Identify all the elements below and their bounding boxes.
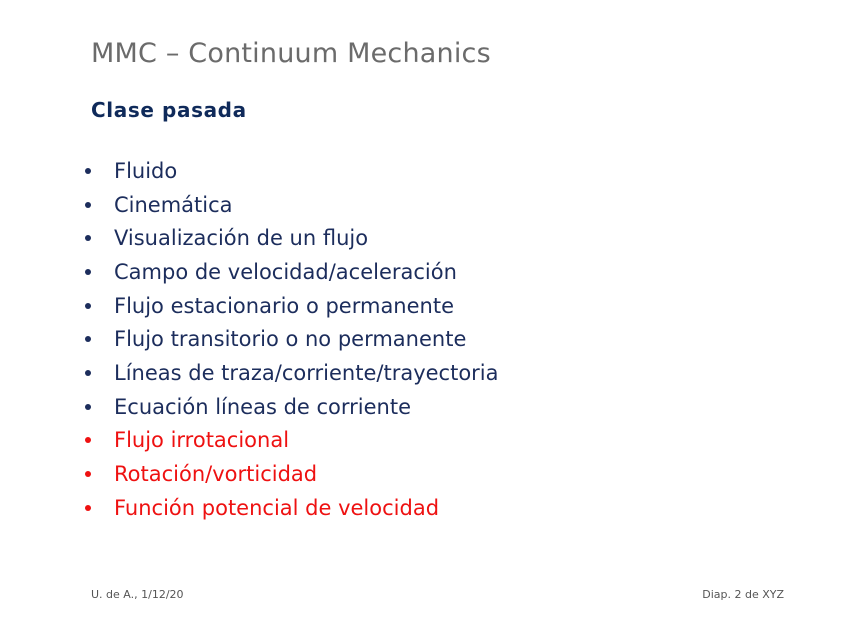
bullet-item — [84, 390, 499, 424]
bullet-dot-icon — [85, 336, 91, 342]
slide-subtitle: Clase pasada — [91, 98, 247, 122]
bullet-item — [84, 154, 499, 188]
bullet-item — [84, 424, 499, 458]
bullet-item — [84, 289, 499, 323]
bullet-dot-icon — [85, 269, 91, 275]
bullet-dot-icon — [85, 404, 91, 410]
bullet-dot-icon — [85, 370, 91, 376]
bullet-item — [84, 322, 499, 356]
bullet-dot-icon — [85, 303, 91, 309]
bullet-text: Fluido — [114, 158, 178, 183]
bullet-text: Ecuación líneas de corriente — [114, 394, 412, 419]
slide-title: MMC – Continuum Mechanics — [91, 38, 491, 69]
bullet-text: Campo de velocidad/aceleración — [114, 259, 457, 284]
bullet-item — [84, 188, 499, 222]
bullet-text: Rotación/vorticidad — [114, 462, 318, 487]
bullet-text: Flujo irrotacional — [114, 428, 290, 453]
bullet-list — [84, 154, 499, 525]
bullet-item — [84, 356, 499, 390]
bullet-text: Flujo estacionario o permanente — [114, 293, 454, 318]
bullet-item — [84, 255, 499, 289]
bullet-item — [84, 457, 499, 491]
footer-date: U. de A., 1/12/20 — [91, 588, 184, 601]
bullet-dot-icon — [85, 235, 91, 241]
bullet-text: Líneas de traza/corriente/trayectoria — [114, 360, 499, 385]
bullet-dot-icon — [85, 505, 91, 511]
footer-slide-number: Diap. 2 de XYZ — [702, 588, 784, 601]
bullet-item — [84, 491, 499, 525]
bullet-dot-icon — [85, 471, 91, 477]
bullet-dot-icon — [85, 168, 91, 174]
bullet-dot-icon — [85, 437, 91, 443]
bullet-text: Cinemática — [114, 192, 233, 217]
bullet-dot-icon — [85, 202, 91, 208]
bullet-item — [84, 221, 499, 255]
bullet-text: Visualización de un flujo — [114, 226, 369, 251]
bullet-text: Función potencial de velocidad — [114, 495, 440, 520]
bullet-text: Flujo transitorio o no permanente — [114, 327, 467, 352]
